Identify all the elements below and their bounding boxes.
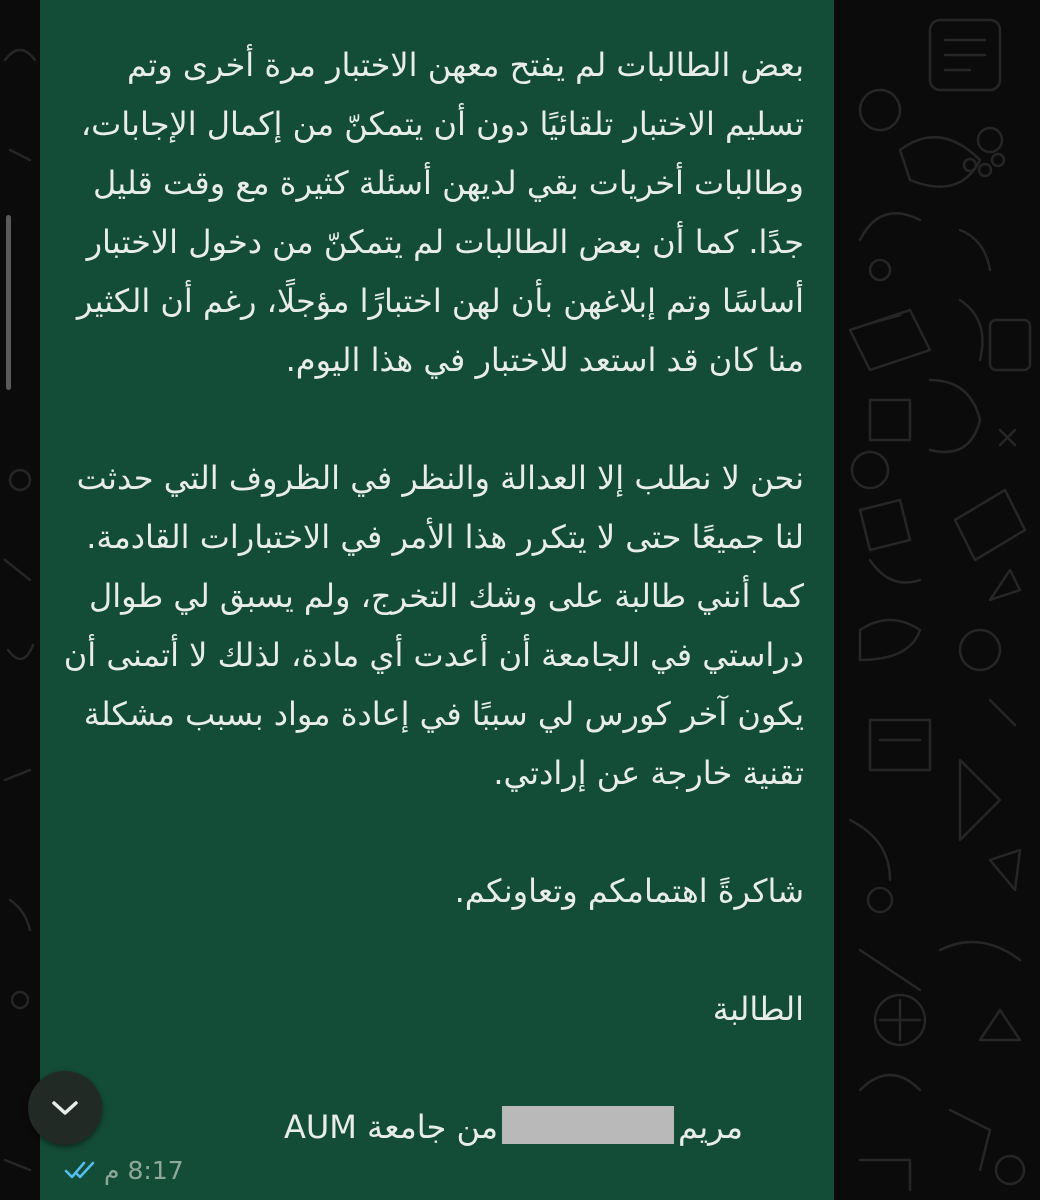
message-time: 8:17	[127, 1155, 184, 1185]
message-bubble[interactable]	[40, 0, 834, 1200]
chevron-down-icon	[50, 1098, 80, 1118]
scroll-down-button[interactable]	[28, 1071, 102, 1145]
signature-label: الطالبة	[712, 990, 804, 1028]
scroll-indicator[interactable]	[6, 215, 11, 390]
message-meta	[64, 1150, 184, 1190]
message-paragraph: بعض الطالبات لم يفتح معهن الاختبار مرة أخرى وتم تسليم الاختبار تلقائيًا دون أن يتمكنّ من إكمال الإجابات، وطالبات أخريات بقي لديهن أسئلة كثيرة مع وقت قليل جدًا. كما أن بعض الطالبات لم يتمكنّ من دخول الاختبار أساسًا وتم إبلاغهن بأن لهن اختبارًا مؤجلًا، رغم أن الكثير منا كان قد استعد للاختبار في هذا اليوم.	[66, 46, 804, 379]
message-ampm: م	[104, 1155, 120, 1185]
redaction-box	[502, 1106, 674, 1144]
message-body	[53, 36, 804, 1200]
double-check-icon	[64, 1160, 98, 1180]
signature-first-name: مريم	[677, 1108, 743, 1146]
message-paragraph: شاكرةً اهتمامكم وتعاونكم.	[454, 872, 804, 910]
signature-university: من جامعة AUM	[283, 1108, 498, 1146]
message-paragraph: نحن لا نطلب إلا العدالة والنظر في الظروف التي حدثت لنا جميعًا حتى لا يتكرر هذا الأمر في الاختبارات القادمة. كما أنني طالبة على وشك التخرج، ولم يسبق لي طوال دراستي في الجامعة أن أعدت أي مادة، لذلك لا أتمنى أن يكون آخر كورس لي سببًا في إعادة مواد بسبب مشكلة تقنية خارجة عن إرادتي.	[53, 459, 804, 792]
